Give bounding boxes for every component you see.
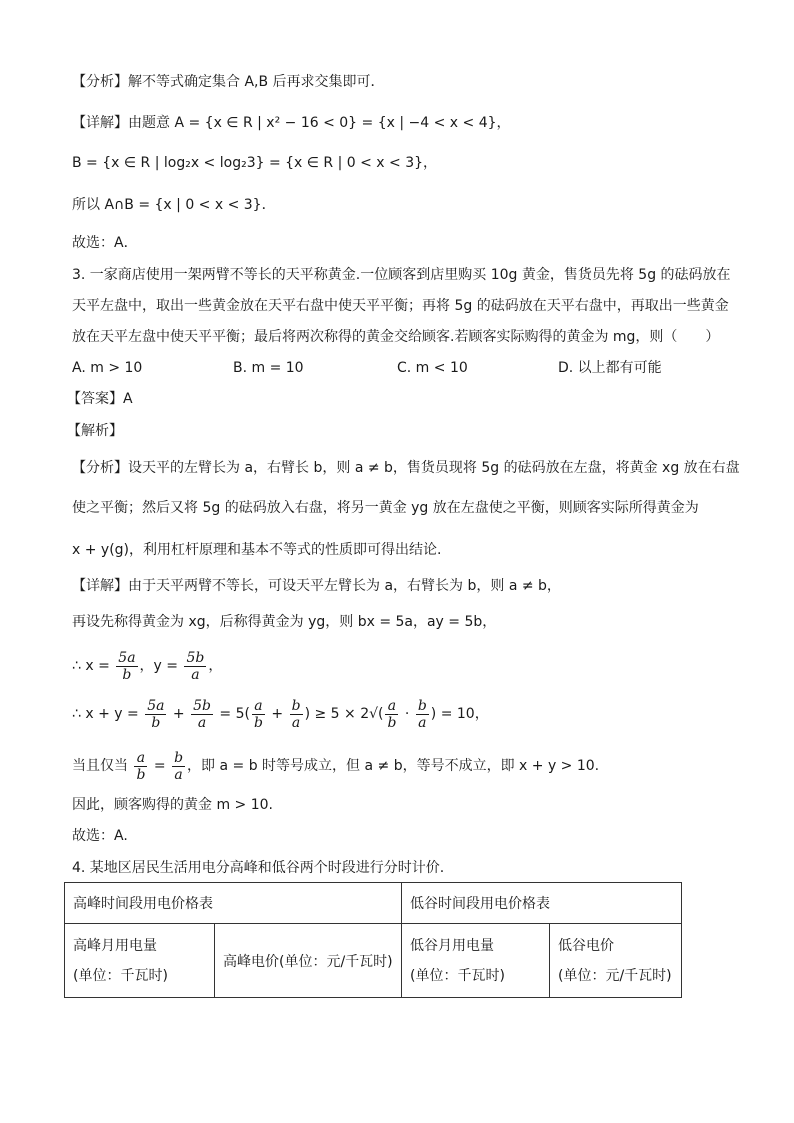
fraction-5b-over-a: $\frac{5b}{a}$ bbox=[193, 697, 211, 731]
question-3-line-1: 3. 一家商店使用一架两臂不等长的天平称黄金.一位顾客到店里购买 10g 黄金，售货员先将 5g 的砝码放在 bbox=[72, 267, 731, 283]
fraction-a-over-b: $\frac{a}{b}$ bbox=[253, 697, 263, 731]
peak-usage-header: 高峰月用电量 (单位：千瓦时) bbox=[65, 924, 215, 998]
conclusion-line: 因此，顾客购得的黄金 m > 10. bbox=[72, 797, 273, 813]
fraction-5a-over-b: $\frac{5a}{b}$ bbox=[147, 697, 165, 731]
fraction-5b-over-a: $\frac{5b}{a}$ bbox=[186, 649, 205, 683]
analysis-line-3: x + y(g)，利用杠杆原理和基本不等式的性质即可得出结论. bbox=[72, 542, 442, 558]
detail-line-xy: ∴ x = $\frac{5a}{b}$ ，y = $\frac{5b}{a}$ ， bbox=[72, 649, 223, 683]
fraction-a-over-b: $\frac{a}{b}$ bbox=[387, 697, 397, 731]
option-d: D. 以上都有可能 bbox=[558, 360, 662, 376]
fraction-b-over-a: $\frac{b}{a}$ bbox=[291, 697, 301, 731]
fraction-b-over-a: $\frac{b}{a}$ bbox=[174, 749, 184, 783]
analysis-line-2: 使之平衡；然后又将 5g 的砝码放入右盘，将另一黄金 yg 放在左盘使之平衡，则顾客实际所得黄金为 bbox=[72, 500, 699, 516]
valley-usage-header: 低谷月用电量 (单位：千瓦时) bbox=[402, 924, 550, 998]
line-analysis-1: 【分析】解不等式确定集合 A,B 后再求交集即可． bbox=[72, 74, 385, 90]
question-3-line-2: 天平左盘中，取出一些黄金放在天平右盘中使天平平衡；再将 5g 的砝码放在天平右盘中，再取出一些黄金 bbox=[72, 298, 729, 314]
option-a: A. m > 10 bbox=[72, 360, 143, 376]
option-b: B. m = 10 bbox=[233, 360, 304, 376]
line-detail-1: 【详解】由题意 A = {x ∈ R | x² − 16 < 0} = {x | −4 < x < 4}， bbox=[72, 115, 511, 131]
question-4-line: 4. 某地区居民生活用电分高峰和低谷两个时段进行分时计价. bbox=[72, 860, 445, 876]
fraction-5a-over-b: $\frac{5a}{b}$ bbox=[118, 649, 136, 683]
question-3-line-3: 放在天平左盘中使天平平衡；最后将两次称得的黄金交给顾客.若顾客实际购得的黄金为 mg，则（ ） bbox=[72, 329, 720, 345]
detail-line-sum: ∴ x + y = $\frac{5a}{b}$ + $\frac{5b}{a}$ = 5( $\frac{a}{b}$ + $\frac{b}{a}$ ) ≥ 5 × 2√( $\frac{a}{b}$ · $\frac{b}{a}$ ) = 10， bbox=[72, 697, 489, 731]
valley-price-header: 低谷电价 (单位：元/千瓦时) bbox=[550, 924, 682, 998]
line-set-b: B = {x ∈ R | log₂x < log₂3} = {x ∈ R | 0 < x < 3}， bbox=[72, 155, 438, 171]
detail-line-1: 【详解】由于天平两臂不等长，可设天平左臂长为 a，右臂长为 b，则 a ≠ b， bbox=[72, 578, 561, 594]
electricity-price-table bbox=[64, 882, 682, 998]
detail-line-equality: 当且仅当 $\frac{a}{b}$ = $\frac{b}{a}$ ，即 a = b 时等号成立，但 a ≠ b，等号不成立，即 x + y > 10. bbox=[72, 749, 600, 783]
valley-table-title: 低谷时间段用电价格表 bbox=[402, 883, 682, 924]
fraction-b-over-a: $\frac{b}{a}$ bbox=[417, 697, 427, 731]
peak-table-title: 高峰时间段用电价格表 bbox=[65, 883, 402, 924]
answer-label: 【答案】A bbox=[67, 391, 133, 407]
answer-3: 故选：A. bbox=[72, 828, 128, 844]
detail-line-2: 再设先称得黄金为 xg，后称得黄金为 yg，则 bx = 5a，ay = 5b， bbox=[72, 614, 497, 630]
fraction-a-over-b: $\frac{a}{b}$ bbox=[136, 749, 146, 783]
line-intersection: 所以 A∩B = {x | 0 < x < 3}． bbox=[72, 197, 276, 213]
solution-label: 【解析】 bbox=[67, 423, 123, 439]
analysis-line-1: 【分析】设天平的左臂长为 a，右臂长 b，则 a ≠ b，售货员现将 5g 的砝码放在左盘，将黄金 xg 放在右盘 bbox=[72, 460, 740, 476]
peak-price-header: 高峰电价(单位：元/千瓦时) bbox=[215, 924, 402, 998]
line-answer-2: 故选：A． bbox=[72, 235, 138, 251]
option-c: C. m < 10 bbox=[397, 360, 468, 376]
